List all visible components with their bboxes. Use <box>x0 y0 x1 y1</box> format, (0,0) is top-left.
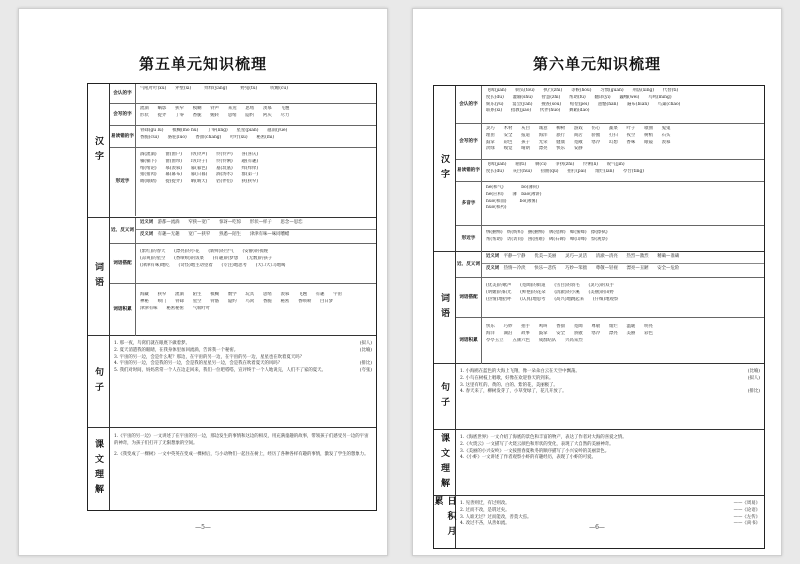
sentence-item: 1. 那一夜，鸟窝们就在眼底下做着梦。 (拟人) <box>114 341 372 346</box>
hanzi-section <box>88 84 376 218</box>
row-text: (津津有味)地吃 (奇怪)地主动望着 (专注)地思考 (大口大口)地喝 <box>140 262 286 268</box>
section-label: 汉字 <box>88 84 110 217</box>
row-text: 绑(捆绑) 纺(纺织) 捆(捆绑) 牌(招牌) 蜂(蜜蜂) 擦(擦拭) <box>486 230 661 235</box>
page-title: 第五单元知识梳理 <box>138 55 267 73</box>
row-text: 亭亭玉立 五颜六色 成群结队 兴高采烈 <box>486 337 583 343</box>
row-text: (明媚)的阳光 (鲜艳)的花朵 (清澈)的小溪 (美丽)的田野 <box>486 289 614 295</box>
duoyin-row <box>456 182 764 226</box>
proverb-item: 2. 过而不改，是谓过矣。 ——《论语》 <box>460 507 760 513</box>
jinfan-row <box>110 218 376 244</box>
text-summary: 1.《宇宙的另一边》一文讲述了在宇宙的另一边，那边发生的事情和这边的相反，用充满童趣的故事，带领孩子们感受另一边的宇宙的神奇，为孩子们打开了无限想象的空间。 <box>114 434 369 446</box>
row-label: 多音字 <box>456 182 482 225</box>
kewen-section <box>88 428 376 510</box>
juzi-section <box>88 336 376 428</box>
dapei-row <box>456 278 764 318</box>
row-label: 词语搭配 <box>110 244 136 283</box>
synonym-line <box>482 252 764 264</box>
row-label: 词语积累 <box>110 284 136 336</box>
row-text: 形状 捉弄 丁零 香脆 婉转 思绪 隐约 阿庆 尽力 <box>140 112 290 118</box>
row-label: 词语积累 <box>456 318 482 364</box>
row-text: 骨碌(gū lu) 模糊(mó hu) 丁零(líng) 星星(piān) 越南(yuè) <box>140 128 288 133</box>
row-text: 淌(流淌) 窗(窗户) 铃(铃声) 伶(伶声) 喜(喜庆) <box>140 152 259 157</box>
huiren-row <box>110 84 376 104</box>
row-text: 飞嗥(jiān) 刺头(tóu) 执行(zhí) 等候(hòu) 习惯(guàn) 刑法(xíng) 代替(tì) <box>486 88 679 93</box>
ciyu-section <box>434 252 764 364</box>
row-text: 海藏 狭窄 流淌 陌生 模糊 数学 玩具 思绪 羡慕 飞翘 有趣 宇宙 <box>140 292 342 297</box>
row-text: 绪(绪论) 慕(羡慕) 暮(暮色) 墓(坟墓) 痒(痒痒) <box>140 165 259 171</box>
jilei-row <box>110 284 376 336</box>
sentence-item: 3. 这里有红的、黄的、白的、紫的花，美丽极了。 <box>460 382 558 388</box>
section-label: 日积月累 <box>434 496 456 548</box>
text-summary: 4.《小虾》一文讲述了作者观察小虾的有趣经历，表现了小虾的可爱。 <box>460 455 596 461</box>
row-text: (优美)的歌声 (宽阔)的街道 (雪白)的羽毛 (灵巧)的双手 <box>486 283 614 288</box>
kewen-section <box>434 430 764 496</box>
row-text: 淡绿 嗅觉 晴朗 漂亮 快乐 安静 <box>486 146 583 152</box>
row-text: 气吼吁吁(xū) 斧壁(xì) 痒痒(yǎng) 野兔(tù) 吮睡(cù) <box>140 86 288 91</box>
synonym-tag: 近义词 <box>486 254 500 259</box>
ciyu-section <box>88 218 376 336</box>
synonym-text: 平静—宁静 优美—美丽 灵巧—灵活 清澈—清亮 热烈—激烈 精确—准确 <box>503 254 680 259</box>
antonym-tag: 反义词 <box>140 231 154 237</box>
row-text: 流淌 蜗影 狭窄 模糊 铃声 来送 思绪 羡慕 飞翘 <box>140 106 290 111</box>
antonym-line <box>482 264 764 275</box>
sentence-item: 2. 小鸟在树枝上唱歌，好像在欢迎春天的到来。 (拟人) <box>460 375 760 381</box>
sentence-item: 2. 夏天消遣我的眼睛，在我身体里加回流淌，告诉我一个秘密。 (比喻) <box>114 347 372 353</box>
hanzi-section <box>434 86 764 252</box>
row-text: 海洋 湖泊 故事 鼓掌 安全 骄傲 寒冷 漂亮 美丽 彩色 <box>486 330 653 336</box>
row-text: 联系(xì) 指教(jiào) 伙伴(huǒ) 舞蹈(dǎo) <box>486 108 590 114</box>
row-text: 度长(dù) 灰白(huī) 扭曲(qū) 拍打(pāi) 灿烂(làn) 亭台(tíng) <box>486 168 644 174</box>
row-text: 理由 安全 报道 海洋 旅行 商店 骄傲 打扫 夜空 树梢 石头 <box>486 132 671 138</box>
row-text: 香脆(cuì) 骆驼(luò) 香甜(chǎng) 吁吁(xū) 秘密(mì) <box>140 134 275 140</box>
antonym-tag: 反义词 <box>486 265 500 271</box>
row-text: 飞嗥(jiān) 剔(tì) 刺(cì) 争执(zhí) 伶俐(lì) 锐气(jǐn) <box>486 162 625 167</box>
row-text: 娱乐(yú) 宴会(yàn) 搜查(sōu) 赔偿(péi) 遗憾(hàn) 遍布(biàn) 鸟巢(cháo) <box>486 101 681 107</box>
row-label: 易读错的字 <box>456 160 482 181</box>
row-text: 快乐 巧妙 拍手 鸣叫 香甜 宽阔 尊敬 灿烂 温暖 明亮 <box>486 324 653 329</box>
row-text: hè(应和) 薄 báo(薄饼) <box>486 191 542 197</box>
section-label: 词语 <box>88 218 110 335</box>
huixie-row <box>456 124 764 160</box>
xingjin-row <box>456 226 764 252</box>
page-title: 第六单元知识梳理 <box>532 55 661 73</box>
text-summary: 3.《美丽的小兴安岭》一文按照春夏秋冬的顺序描写了小兴安岭的美丽景色。 <box>460 448 610 454</box>
dapei-row <box>110 244 376 284</box>
row-label: 会认的字 <box>456 86 482 123</box>
row-text: hé(和气) bó(薄荷) <box>486 185 539 190</box>
row-text: (凉爽)的星空 (香喷喷)的饭菜 (有趣)的梦想 (无数)的孩子 <box>140 255 273 261</box>
synonym-line <box>136 218 376 230</box>
proverb-item: 1. 见善则迁，有过则改。 ——《周易》 <box>460 501 760 506</box>
section-label: 汉字 <box>434 86 456 251</box>
row-text: 躺(躺下) 窗(窗帘) 玲(玲子) 伶(伶俐) 趣(有趣) <box>140 158 259 164</box>
row-text: (热情)地招呼 (认真)地思考 (高兴)地跳起来 (仔细)地观察 <box>486 296 619 302</box>
row-text: 度长(dù) 灌输(shū) 智慧(zhì) 帮助(fú) 翻译(yì) 巍峨(wéi) 鸟鸣(míng) <box>486 94 672 100</box>
row-text: huó(和面) bó(薄雾) <box>486 198 538 204</box>
juzi-section <box>434 364 764 430</box>
knowledge-table <box>87 83 377 511</box>
right-page <box>412 8 782 556</box>
row-label: 词语搭配 <box>456 278 482 317</box>
row-text: 鼓掌 彩色 孩子 光荣 健康 宽敞 寒冷 幻想 香味 眼镜 羡慕 <box>486 139 671 145</box>
section-label: 词语 <box>434 252 456 363</box>
jilei-row <box>456 318 764 364</box>
yidu-row <box>110 126 376 148</box>
section-label: 句子 <box>88 336 110 427</box>
proverb-item: 3. 人谁无过？过而能改，善莫大焉。 ——《左传》 <box>460 514 760 520</box>
synonym-text: 游都—流淌 窄狭—宽广 惊讶—吃惊 形状—样子 思念—思恋 <box>157 220 303 225</box>
antonym-text: 热情—冷淡 快乐—悲伤 巧妙—笨拙 尊敬—轻视 漂亮—丑陋 安全—危险 <box>503 265 680 271</box>
row-label: 形近字 <box>456 226 482 252</box>
xingjin-row <box>110 148 376 216</box>
text-summary: 2.《我变成了一棵树》一文中英英在变成一棵树后，与小动物们一起住在树上，经历了各种各样有趣的事情，激发了学生的想象力。 <box>114 451 369 457</box>
knowledge-table <box>433 85 765 549</box>
section-label: 课文理解 <box>88 428 110 510</box>
row-text: (紫红)的春天 (漂亮)的小花 (新鲜)的空气 (安静)的夜晚 <box>140 249 268 254</box>
antonym-line <box>136 230 376 241</box>
text-summary: 1.《海底世界》一文介绍了海底的景色和丰富的物产，表达了作者对大海的喜爱之情。 <box>460 435 627 440</box>
jinfan-row <box>456 252 764 278</box>
row-text: 津津有味 秘密秘密 气喘吁吁 <box>140 305 211 311</box>
row-label: 会写的字 <box>456 124 482 159</box>
left-page <box>18 8 388 556</box>
row-text: 神秘 喷门 骨碌 星空 骨骼 隐约 鸟窝 香脆 秘密 香喷喷 白日梦 <box>140 298 334 304</box>
page-number: —6— <box>589 524 605 531</box>
section-label: 句子 <box>434 364 456 429</box>
yidu-row <box>456 160 764 182</box>
text-summary: 2.《火烧云》一文描写了火烧云颜色和形状的变化，表现了大自然的美丽神奇。 <box>460 441 614 447</box>
sentence-item: 5. 我们对时间，妈妈常常一个人在边走回来，我们一位吧嗒嗒，宣评终于一个人地说完，人们不了家的夏天。 (夸张) <box>114 368 372 374</box>
sentence-item: 4. 春天来了，柳树发芽了，小草变绿了，花儿开放了。 (排比) <box>460 389 760 395</box>
sentence-item: 4. 宇宙的另一边，会是我的另一边，会是我的星星另一边，会是我在吹着夏天的风吗？ (排比) <box>114 361 372 367</box>
row-text: huò(和药) <box>486 205 507 211</box>
page-number: —5— <box>195 524 211 531</box>
sentence-item: 1. 小海鸥在蓝色的大海上飞翔，像一朵朵白云在天空中飘荡。 (比喻) <box>460 369 760 374</box>
antonym-text: 有趣—无趣 宽广—狭窄 熟悉—陌生 津津有味—味同嚼蜡 <box>157 231 290 237</box>
row-label: 易读错的字 <box>110 126 136 147</box>
row-text: 猪(猪肉) 幕(幕布) 暮(日暮) 淌(汤水) 群(第一) <box>140 172 259 178</box>
row-text: 帮(帮助) 访(访问) 困(困难) 碑(石碑) 峰(山峰) 察(观察) <box>486 236 608 242</box>
huiren-row <box>456 86 764 124</box>
synonym-tag: 近义词 <box>140 220 154 225</box>
guji-section <box>434 496 764 548</box>
row-label: 近、反义词 <box>110 218 136 243</box>
section-label: 课文理解 <box>434 430 456 495</box>
row-text: 睛(眼睛) 捉(捉弄) 晴(晴天) 侣(伴侣) 狭(狭窄) <box>140 179 259 185</box>
row-text: 灵巧 木材 灰白 诚意 柳树 游戏 伤心 蔬菜 叶子 歌曲 鬼鬼 <box>486 126 671 131</box>
row-label: 近、反义词 <box>456 252 482 277</box>
proverb-item: 4. 改过不吝，从善如流。 ——《尚书》 <box>460 521 760 527</box>
huixie-row <box>110 104 376 126</box>
sentence-item: 3. 宇宙的另一边，会是什么呢？那边，在宇宙的另一边，在宇宙的另一边，星星也在吹着夏天吗？ <box>114 354 304 360</box>
row-label: 会写的字 <box>110 104 136 125</box>
row-label: 会认的字 <box>110 84 136 103</box>
row-label: 形近字 <box>110 148 136 216</box>
